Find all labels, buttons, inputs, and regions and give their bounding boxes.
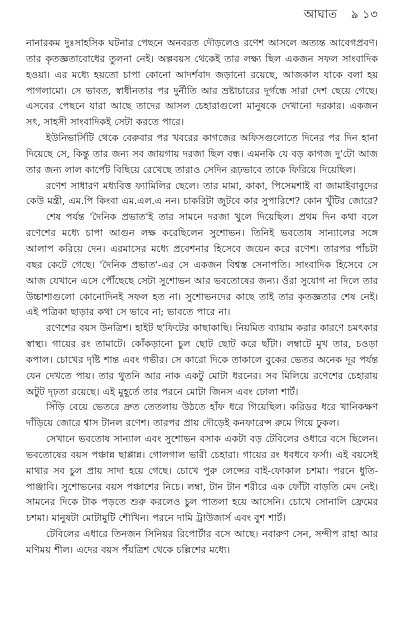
running-head-separator: ঌ: [351, 7, 359, 21]
body-paragraph: শেষ পর্যন্ত 'দৈনিক প্রভাত'ই তার সামনে দরজা খুলে দিয়েছিল। প্রথম দিন কথা বলে রণেশের মধ্যে চাপা আগুন লক্ষ করেছিলেন সুশোভন। তিনিই ভবতোষ সান্যালের সঙ্গে আলাপ করিয়ে দেন। এরমাসের মধ্যে প্রবেশনার হিসেবে জয়েন করে রণেশ। তারপর পাঁচটা বছর কেটে গেছে। 'দৈনিক প্রভাত'-এর সে একজন বিশ্বস্ত সেনাপতি। সাংবাদিক হিসেবে সে আজ যেখানে এসে পৌঁছেছে সেটা সুশোভন আর ভবতোষের জন্য। ওঁরা সুযোগ না দিলে তার উচ্চাশাগুলো কোনোদিনই সফল হত না। সুশোভনদের কাছে তাই তার কৃতজ্ঞতার শেষ নেই। এই পত্রিকা ছাড়ার কথা সে ভাবে না; ভাবতে পারে না।: [26, 212, 378, 319]
body-paragraph: সিঁড়ি বেয়ে ভেতরে দ্রুত তেতলায় উঠতে হাঁফ ধরে গিয়েছিল। করিডর ধরে খানিকক্ষণ দাঁড়িয়ে জোরে শ্বাস টানল রণেশ। তারপর প্রায় দৌড়েই কনফারেন্স রুমে গিয়ে ঢুকল।: [26, 402, 378, 430]
page-number: ১৩: [362, 7, 378, 21]
running-head-title: আঘাত: [303, 7, 338, 21]
body-paragraph: রণেশের বয়স উনত্রিশ। হাইট ছ'ফিটের কাছাকাছি। নিয়মিত ব্যায়াম করার কারণে চমৎকার স্বাস্থ্য। গায়ের রং তামাটে। কোঁকড়ানো চুল ছোট ছোট করে ছাঁটা। লম্বাটে মুখ তার, চওড়া কপাল। চোখের দৃষ্টি শান্ত এবং গভীর। সে কারো দিকে তাকালে বুকের ভেতর অনেক দূর পর্যন্ত যেন দেখতে পায়। তার থুতনি আর নাক একটু মোটা ধরনের। সব মিলিয়ে রণেশের চেহারায় অটুট দৃঢ়তা রয়েছে। এই মুহূর্তে তার পরনে মোটা জিনস এবং ঢোলা শার্ট।: [26, 323, 378, 398]
body-paragraph: ইউনিভার্সিটি থেকে বেরুবার পর খবরের কাগজের অফিসগুলোতে দিনের পর দিন হানা দিয়েছে সে, কিন্তু তার জন্য সব জায়গায় দরজা ছিল বন্ধ। এমনকি যে বড় কাগজ দু'টো আজ তার জন্য লাল কার্পেট বিছিয়ে রেখেছে তারাও সেদিন রূঢ়ভাবে তাকে ফিরিয়ে দিয়েছিল।: [26, 133, 378, 176]
body-paragraph: নানারকম দুঃসাহসিক ঘটনার পেছনে অনবরত দৌড়লেও রণেশ আসলে অত্যন্ত আবেগপ্রবণ। তার কৃতজ্ঞতাবোধের তুলনা নেই। অল্পবয়স থেকেই তার লক্ষ্য ছিল একজন সফল সাংবাদিক হওয়া। এর মধ্যে হয়তো চাপা কোনো আদর্শবাদ জড়ানো রয়েছে, আজকাল যাকে বলা হয় পাগলামো। সে ভাবত, স্বাধীনতার পর দুর্নীতি আর ভ্রষ্টাচারের দূর্গন্ধে সারা দেশ ছেয়ে গেছে। এসবের পেছনে যারা আছে তাদের আসল চেহারাগুলো মানুষকে দেখানো দরকার। একজন সৎ, সাহসী সাংবাদিকই সেটা করতে পারে।: [26, 38, 378, 129]
body-paragraph: রণেশ সাধারণ মধ্যবিত্ত ফ্যামিলির ছেলে। তার মামা, কাকা, পিসেমশাই বা জামাইবাবুদের কেউ মন্ত্রী, এম.পি কিংবা এম.এল.এ নন। চাকরিটা জুটবে কার সুপারিশে? কোন খুঁটির জোরে?: [26, 180, 378, 208]
body-paragraph: টেবিলের এধারে তিনজন সিনিয়র রিপোর্টার বসে আছে। নবারুণ সেন, সন্দীপ রাহা আর মণিময় শীল। এদের বয়স পঁয়ত্রিশ থেকে চল্লিশের মধ্যে।: [26, 529, 378, 556]
body-paragraph: সেখানে ভবতোষ সান্যাল এবং সুশোভন বসাক একটা বড় টেবিলের ওধারে বসে ছিলেন। ভবতোষের বয়স পঞ্চান্ন ছাপ্পান্ন। গোলগাল ভারী চেহারা। গায়ের রং ধবধবে ফর্সা। এই বয়সেই মাথার সব চুল প্রায় সাদা হয়ে গেছে। চোখে পুরু লেন্সের বাই-ফোকাল চশমা। পরনে ধুতি-পাঞ্জাবি। সুশোভনের বয়স পঞ্চাশের নিচে। লম্বা, টান টান শরীরে এক ফোঁটা বাড়তি মেদ নেই। সামনের দিকে টাক পড়তে শুরু করলেও চুল পাতলা হয়ে আসেনি। চোখে সোনালি ফ্রেমের চশমা। মানুষটা মোটামুটি শৌখিন। পরনে দামি ট্রাউজার্স এবং বুশ শার্ট।: [26, 434, 378, 525]
running-head: [26, 6, 378, 36]
